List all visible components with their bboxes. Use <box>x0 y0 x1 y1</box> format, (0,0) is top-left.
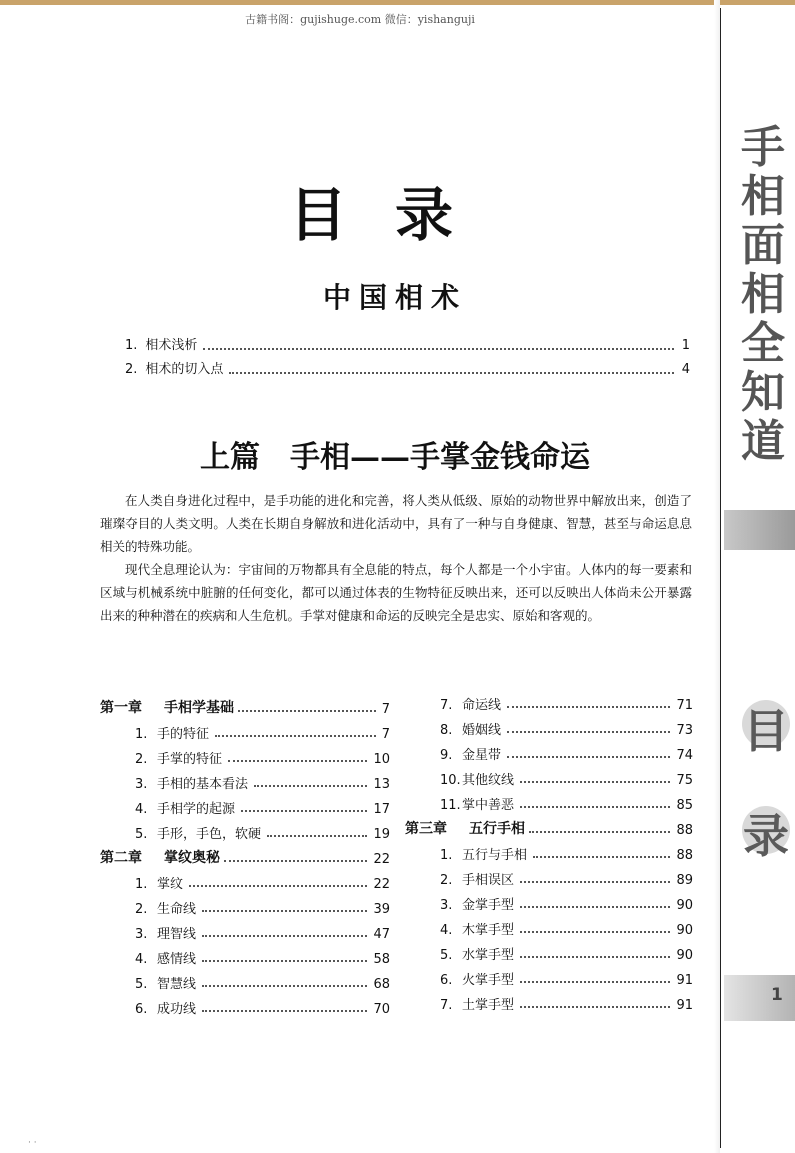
leader-dots <box>520 931 670 933</box>
toc-column-right <box>405 688 693 1013</box>
entry-title: 手形，手色，软硬 <box>157 827 262 842</box>
entry-number: 9. <box>440 748 453 763</box>
part-title: 上篇 手相——手掌金钱命运 <box>200 440 590 475</box>
leader-dots <box>529 831 670 833</box>
toc-entry[interactable] <box>405 738 693 763</box>
intro-text <box>100 489 692 627</box>
toc-entry[interactable] <box>405 938 693 963</box>
leader-dots <box>520 806 670 808</box>
side-page-tab <box>724 975 795 1021</box>
entry-number: 6. <box>135 1002 148 1017</box>
chapter-page: 7 <box>381 702 390 717</box>
chapter-label: 第二章 <box>100 850 142 866</box>
entry-title: 手相误区 <box>462 873 515 888</box>
leader-dots <box>533 856 670 858</box>
entry-number: 3. <box>135 927 148 942</box>
leader-dots <box>254 785 367 787</box>
entry-number: 1. <box>135 877 148 892</box>
toc-entry[interactable] <box>100 942 390 967</box>
entry-page: 74 <box>676 748 693 763</box>
entry-page: 90 <box>676 898 693 913</box>
chapter-title: 手相学基础 <box>164 700 234 716</box>
entry-page: 7 <box>381 727 390 742</box>
toc-entry[interactable] <box>405 963 693 988</box>
leader-dots <box>507 756 670 758</box>
entry-number: 3. <box>135 777 148 792</box>
toc-entry[interactable] <box>405 888 693 913</box>
leader-dots <box>520 906 670 908</box>
entry-number: 4. <box>440 923 453 938</box>
entry-title: 理智线 <box>157 927 197 942</box>
entry-number: 4. <box>135 802 148 817</box>
entry-title: 金星带 <box>462 748 502 763</box>
leader-dots <box>202 935 367 937</box>
leader-dots <box>507 731 670 733</box>
entry-number: 1. <box>125 338 138 353</box>
toc-entry[interactable] <box>100 892 390 917</box>
entry-number: 5. <box>135 827 148 842</box>
chapter-page: 88 <box>676 823 693 838</box>
entry-page: 58 <box>373 952 390 967</box>
chapter-label: 第三章 <box>405 821 447 837</box>
chapter-heading[interactable] <box>100 692 390 717</box>
entry-number: 2. <box>440 873 453 888</box>
entry-page: 85 <box>676 798 693 813</box>
toc-column-left <box>100 692 390 1017</box>
toc-entry[interactable] <box>100 817 390 842</box>
toc-entry[interactable] <box>125 330 690 354</box>
toc-entry[interactable] <box>405 688 693 713</box>
entry-title: 手相的基本看法 <box>157 777 249 792</box>
toc-entry[interactable] <box>405 838 693 863</box>
leader-dots <box>228 760 367 762</box>
entry-title: 土掌手型 <box>462 998 515 1013</box>
toc-entry[interactable] <box>100 742 390 767</box>
entry-page: 91 <box>676 973 693 988</box>
intro-toc <box>125 330 690 378</box>
toc-entry[interactable] <box>405 913 693 938</box>
leader-dots <box>238 710 376 712</box>
entry-title: 相术的切入点 <box>145 362 224 377</box>
entry-page: 13 <box>373 777 390 792</box>
leader-dots <box>189 885 367 887</box>
toc-entry[interactable] <box>405 763 693 788</box>
entry-title: 智慧线 <box>157 977 197 992</box>
leader-dots <box>203 348 674 350</box>
entry-page: 73 <box>676 723 693 738</box>
entry-number: 2. <box>135 752 148 767</box>
toc-entry[interactable] <box>100 992 390 1017</box>
chapter-title: 掌纹奥秘 <box>164 850 220 866</box>
entry-page: 89 <box>676 873 693 888</box>
watermark-text: 古籍书阁：gujishuge.com 微信：yishanguji <box>245 13 475 26</box>
toc-entry[interactable] <box>125 354 690 378</box>
entry-title: 金掌手型 <box>462 898 515 913</box>
entry-title: 成功线 <box>157 1002 197 1017</box>
toc-entry[interactable] <box>405 863 693 888</box>
entry-number: 5. <box>440 948 453 963</box>
chapter-heading[interactable] <box>405 813 693 838</box>
page-title: 目录 <box>288 181 501 249</box>
toc-entry[interactable] <box>100 717 390 742</box>
toc-entry[interactable] <box>100 917 390 942</box>
toc-entry[interactable] <box>405 713 693 738</box>
leader-dots <box>267 835 367 837</box>
entry-page: 71 <box>676 698 693 713</box>
entry-page: 19 <box>373 827 390 842</box>
toc-entry[interactable] <box>100 767 390 792</box>
leader-dots <box>215 735 376 737</box>
side-section-label-b: 录 <box>743 809 789 863</box>
leader-dots <box>520 956 670 958</box>
chapter-title: 五行手相 <box>469 821 525 837</box>
entry-number: 4. <box>135 952 148 967</box>
entry-number: 6. <box>440 973 453 988</box>
entry-page: 70 <box>373 1002 390 1017</box>
side-book-title: 手相面相全知道 <box>741 122 785 467</box>
entry-title: 感情线 <box>157 952 197 967</box>
entry-page: 39 <box>373 902 390 917</box>
entry-title: 水掌手型 <box>462 948 515 963</box>
entry-title: 手的特征 <box>157 727 210 742</box>
leader-dots <box>520 781 670 783</box>
entry-title: 掌纹 <box>157 877 184 892</box>
entry-title: 生命线 <box>157 902 197 917</box>
toc-entry[interactable] <box>100 967 390 992</box>
side-gray-band <box>724 510 795 550</box>
entry-title: 其他纹线 <box>462 773 515 788</box>
entry-title: 手掌的特征 <box>157 752 223 767</box>
leader-dots <box>202 985 367 987</box>
entry-page: 91 <box>676 998 693 1013</box>
entry-title: 掌中善恶 <box>462 798 515 813</box>
entry-number: 10. <box>440 773 461 788</box>
entry-title: 婚姻线 <box>462 723 502 738</box>
entry-number: 1. <box>135 727 148 742</box>
leader-dots <box>520 1006 670 1008</box>
chapter-heading[interactable] <box>100 842 390 867</box>
section-subtitle: 中国相术 <box>322 281 467 314</box>
page-number: 1 <box>771 985 783 1005</box>
entry-title: 手相学的起源 <box>157 802 236 817</box>
leader-dots <box>229 372 674 374</box>
entry-title: 木掌手型 <box>462 923 515 938</box>
leader-dots <box>202 960 367 962</box>
entry-page: 90 <box>676 923 693 938</box>
paragraph: 在人类自身进化过程中，是手功能的进化和完善，将人类从低级、原始的动物世界中解放出来，创造了璀璨夺目的人类文明。人类在长期自身解放和进化活动中，具有了一种与自身健康、智慧，甚至与命运息息相关的特殊功能。 <box>100 493 692 554</box>
chapter-label: 第一章 <box>100 700 142 716</box>
entry-page: 47 <box>373 927 390 942</box>
entry-page: 88 <box>676 848 693 863</box>
leader-dots <box>241 810 367 812</box>
entry-page: 10 <box>373 752 390 767</box>
entry-page: 90 <box>676 948 693 963</box>
entry-number: 1. <box>440 848 453 863</box>
entry-title: 命运线 <box>462 698 502 713</box>
entry-title: 相术浅析 <box>145 338 198 353</box>
entry-number: 2. <box>135 902 148 917</box>
leader-dots <box>507 706 670 708</box>
entry-number: 7. <box>440 998 453 1013</box>
entry-page: 17 <box>373 802 390 817</box>
entry-number: 8. <box>440 723 453 738</box>
toc-entry[interactable] <box>100 792 390 817</box>
entry-number: 11. <box>440 798 461 813</box>
toc-entry[interactable] <box>100 867 390 892</box>
side-section-label-a: 目 <box>743 704 789 758</box>
chapter-page: 22 <box>373 852 390 867</box>
toc-entry[interactable] <box>405 988 693 1013</box>
paragraph: 现代全息理论认为：宇宙间的万物都具有全息能的特点，每个人都是一个小宇宙。人体内的每一要素和区域与机械系统中脏腑的任何变化，都可以通过体表的生物特征反映出来，还可以反映出人体尚未公开暴露出来的种种潜在的疾病和人生危机。手掌对健康和命运的反映完全是忠实、原始和客观的。 <box>100 562 692 623</box>
entry-page: 4 <box>681 362 690 377</box>
entry-title: 五行与手相 <box>462 848 528 863</box>
toc-entry[interactable] <box>405 788 693 813</box>
entry-number: 3. <box>440 898 453 913</box>
entry-page: 68 <box>373 977 390 992</box>
top-border <box>0 0 795 5</box>
leader-dots <box>520 981 670 983</box>
leader-dots <box>202 1010 367 1012</box>
entry-number: 7. <box>440 698 453 713</box>
leader-dots <box>202 910 367 912</box>
entry-page: 1 <box>681 338 690 353</box>
entry-number: 2. <box>125 362 138 377</box>
entry-page: 22 <box>373 877 390 892</box>
leader-dots <box>224 860 367 862</box>
entry-title: 火掌手型 <box>462 973 515 988</box>
leader-dots <box>520 881 670 883</box>
entry-number: 5. <box>135 977 148 992</box>
entry-page: 75 <box>676 773 693 788</box>
scan-speck: · · <box>28 1138 37 1148</box>
